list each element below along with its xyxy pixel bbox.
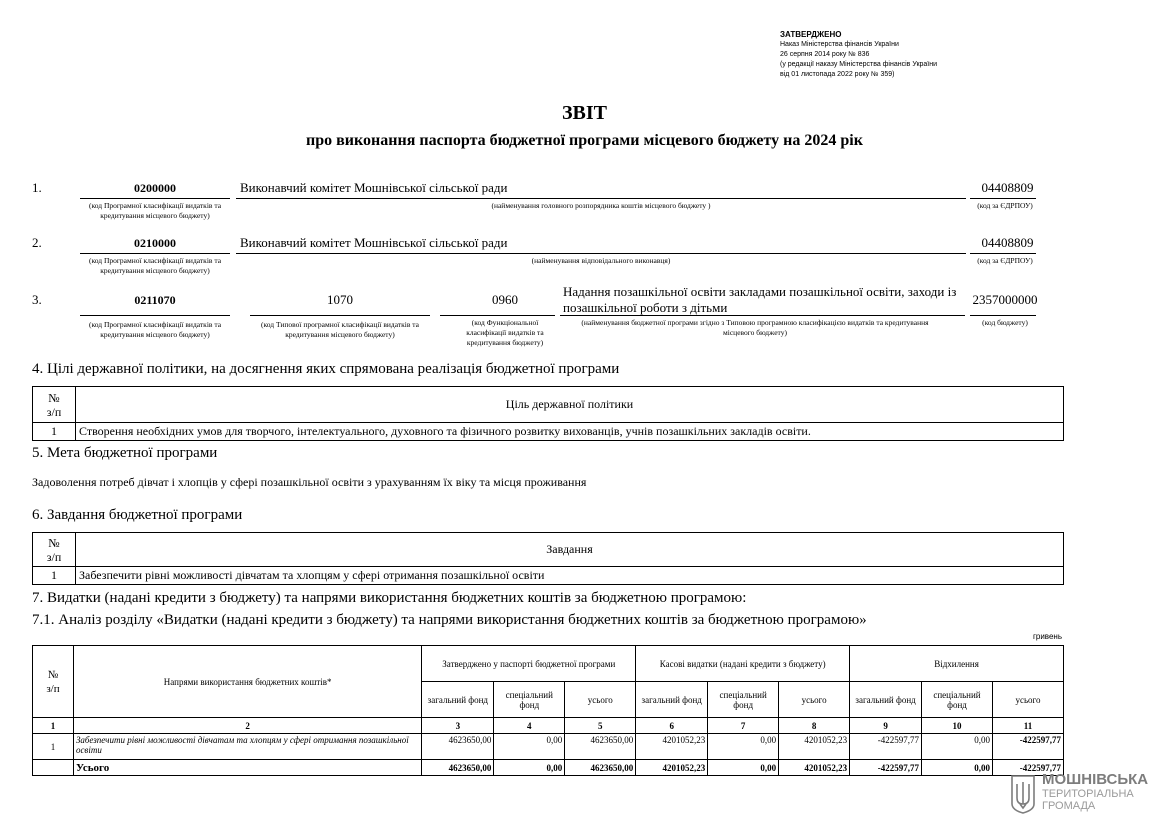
cell-text: Створення необхідних умов для творчого, інтелектуального, духовного та фізичного розвитку вихованців, учнів позашкільних закладів освіти. — [76, 423, 1064, 441]
cell-empty — [33, 760, 74, 776]
cell-value: 4623650,00 — [422, 734, 494, 760]
approval-line: від 01 листопада 2022 року № 359) — [780, 71, 895, 78]
edrpou-code: 04408809 — [981, 180, 1034, 195]
header-cell: спеціальний фонд — [494, 682, 565, 718]
row-number: 3. — [32, 292, 42, 307]
tasks-table — [32, 532, 1064, 585]
underline — [236, 198, 966, 199]
header-cell: усього — [992, 682, 1063, 718]
row-number: 2. — [32, 235, 42, 250]
tpkvk-code: 1070 — [327, 292, 353, 307]
caption: (код за ЄДРПОУ) — [977, 256, 1033, 265]
logo-line: ТЕРИТОРІАЛЬНА — [1042, 788, 1134, 800]
column-number: 7 — [708, 718, 779, 734]
logo-name: МОШНІВСЬКА — [1042, 771, 1149, 788]
expenses-table — [32, 645, 1064, 776]
total-value: -422597,77 — [992, 760, 1063, 776]
underline — [80, 315, 230, 316]
caption: (код Програмної класифікації видатків та кредитування місцевого бюджету) — [88, 320, 222, 339]
table-row — [33, 734, 1064, 760]
total-value: 4201052,23 — [636, 760, 708, 776]
header-cell: спеціальний фонд — [708, 682, 779, 718]
column-number: 8 — [779, 718, 850, 734]
column-number: 4 — [494, 718, 565, 734]
cell-num: 1 — [33, 567, 76, 585]
cell-text: Забезпечити рівні можливості дівчатам та хлопцям у сфері отримання позашкільної освіти — [76, 567, 1064, 585]
caption: (код за ЄДРПОУ) — [977, 201, 1033, 210]
header-cell: загальний фонд — [850, 682, 922, 718]
header-cell: усього — [565, 682, 636, 718]
total-value: 4201052,23 — [779, 760, 850, 776]
underline — [970, 315, 1036, 316]
trident-icon — [1010, 774, 1036, 814]
column-number: 3 — [422, 718, 494, 734]
header-cell: Напрями використання бюджетних коштів* — [73, 646, 421, 718]
program-goal-text: Задоволення потреб дівчат і хлопців у сфері позашкільної освіти з урахуванням їх віку та місця проживання — [32, 475, 587, 489]
cell-value: 4201052,23 — [779, 734, 850, 760]
caption: (код бюджету) — [982, 318, 1028, 327]
caption: (найменування відповідального виконавця) — [531, 256, 671, 265]
underline — [970, 253, 1036, 254]
header-cell: спеціальний фонд — [922, 682, 993, 718]
section-heading: 4. Цілі державної політики, на досягнення яких спрямована реалізація бюджетної програми — [32, 361, 620, 377]
cell-value: 4201052,23 — [636, 734, 708, 760]
row-number: 1. — [32, 180, 42, 195]
program-code: 0210000 — [134, 236, 176, 250]
cell-value: -422597,77 — [992, 734, 1063, 760]
caption: (код Функціональної класифікації видатків та кредитування бюджету) — [466, 318, 544, 347]
total-row — [33, 760, 1064, 776]
cell-direction: Забезпечити рівні можливості дівчатам та хлопцям у сфері отримання позашкільної освіти — [73, 734, 421, 760]
header-cell: Ціль державної політики — [76, 387, 1064, 423]
fkvk-code: 0960 — [492, 292, 518, 307]
total-value: -422597,77 — [850, 760, 922, 776]
section-heading: 5. Мета бюджетної програми — [32, 445, 218, 461]
cell-value: 0,00 — [922, 734, 993, 760]
total-value: 0,00 — [708, 760, 779, 776]
header-cell: Касові видатки (надані кредити з бюджету) — [636, 646, 850, 682]
header-cell: № з/п — [33, 387, 76, 423]
program-code: 0200000 — [134, 181, 176, 195]
underline — [80, 253, 230, 254]
column-number: 10 — [922, 718, 993, 734]
cell-value: 0,00 — [708, 734, 779, 760]
column-number: 1 — [33, 718, 74, 734]
column-number: 11 — [992, 718, 1063, 734]
underline — [440, 315, 555, 316]
approval-line: Наказ Міністерства фінансів України — [780, 41, 899, 48]
header-cell: усього — [779, 682, 850, 718]
total-value: 0,00 — [922, 760, 993, 776]
approval-block — [780, 30, 937, 80]
budget-code: 2357000000 — [972, 292, 1038, 307]
header-cell: загальний фонд — [636, 682, 708, 718]
header-cell: загальний фонд — [422, 682, 494, 718]
caption: (код Програмної класифікації видатків та кредитування місцевого бюджету) — [88, 201, 222, 220]
page-title: ЗВІТ — [561, 102, 608, 124]
caption: (найменування бюджетної програми згідно з Типовою програмною класифікацією видатків та кредитування місцевого бюджету) — [581, 318, 929, 337]
approval-line: (у редакції наказу Міністерства фінансів України — [780, 61, 938, 68]
column-number: 6 — [636, 718, 708, 734]
page-subtitle: про виконання паспорта бюджетної програми місцевого бюджету на 2024 рік — [306, 132, 863, 149]
cell-value: -422597,77 — [850, 734, 922, 760]
underline — [560, 315, 965, 316]
header-cell: № з/п — [33, 646, 74, 718]
section-heading: 7. Видатки (надані кредити з бюджету) та напрями використання бюджетних коштів за бюджетною програмою: — [32, 590, 747, 606]
total-value: 4623650,00 — [565, 760, 636, 776]
cell-num: 1 — [33, 734, 74, 760]
underline — [250, 315, 430, 316]
column-number: 2 — [73, 718, 421, 734]
table-row — [33, 567, 1064, 585]
column-number: 9 — [850, 718, 922, 734]
cell-value: 4623650,00 — [565, 734, 636, 760]
underline — [970, 198, 1036, 199]
caption: (код Програмної класифікації видатків та кредитування місцевого бюджету) — [88, 256, 222, 275]
total-label: Усього — [73, 760, 421, 776]
total-value: 0,00 — [494, 760, 565, 776]
approval-line: 26 серпня 2014 року № 836 — [780, 51, 870, 58]
header-cell: Затверджено у паспорті бюджетної програми — [422, 646, 636, 682]
manager-name: Виконавчий комітет Мошнівської сільської ради — [240, 180, 508, 195]
cell-value: 0,00 — [494, 734, 565, 760]
caption: (код Типової програмної класифікації видатків та кредитування місцевого бюджету) — [260, 320, 420, 339]
policy-goals-table — [32, 386, 1064, 441]
underline — [80, 198, 230, 199]
program-name: Надання позашкільної освіти закладами позашкільної освіти, заходи із позашкільної роботи з дітьми — [563, 284, 957, 315]
underline — [236, 253, 966, 254]
executor-name: Виконавчий комітет Мошнівської сільської ради — [240, 235, 508, 250]
unit-label: гривень — [1032, 632, 1062, 641]
section-heading: 6. Завдання бюджетної програми — [32, 507, 243, 523]
header-cell: Відхилення — [850, 646, 1064, 682]
program-code: 0211070 — [134, 293, 176, 307]
total-value: 4623650,00 — [422, 760, 494, 776]
logo-line: ГРОМАДА — [1042, 800, 1096, 812]
edrpou-code: 04408809 — [981, 235, 1034, 250]
caption: (найменування головного розпорядника коштів місцевого бюджету ) — [491, 201, 711, 210]
header-cell: № з/п — [33, 533, 76, 567]
subsection-heading: 7.1. Аналіз розділу «Видатки (надані кредити з бюджету) та напрями використання бюджетних коштів за бюджетною програмою» — [32, 612, 867, 628]
cell-num: 1 — [33, 423, 76, 441]
header-cell: Завдання — [76, 533, 1064, 567]
approval-title: ЗАТВЕРДЖЕНО — [780, 30, 842, 39]
column-number: 5 — [565, 718, 636, 734]
table-row — [33, 423, 1064, 441]
